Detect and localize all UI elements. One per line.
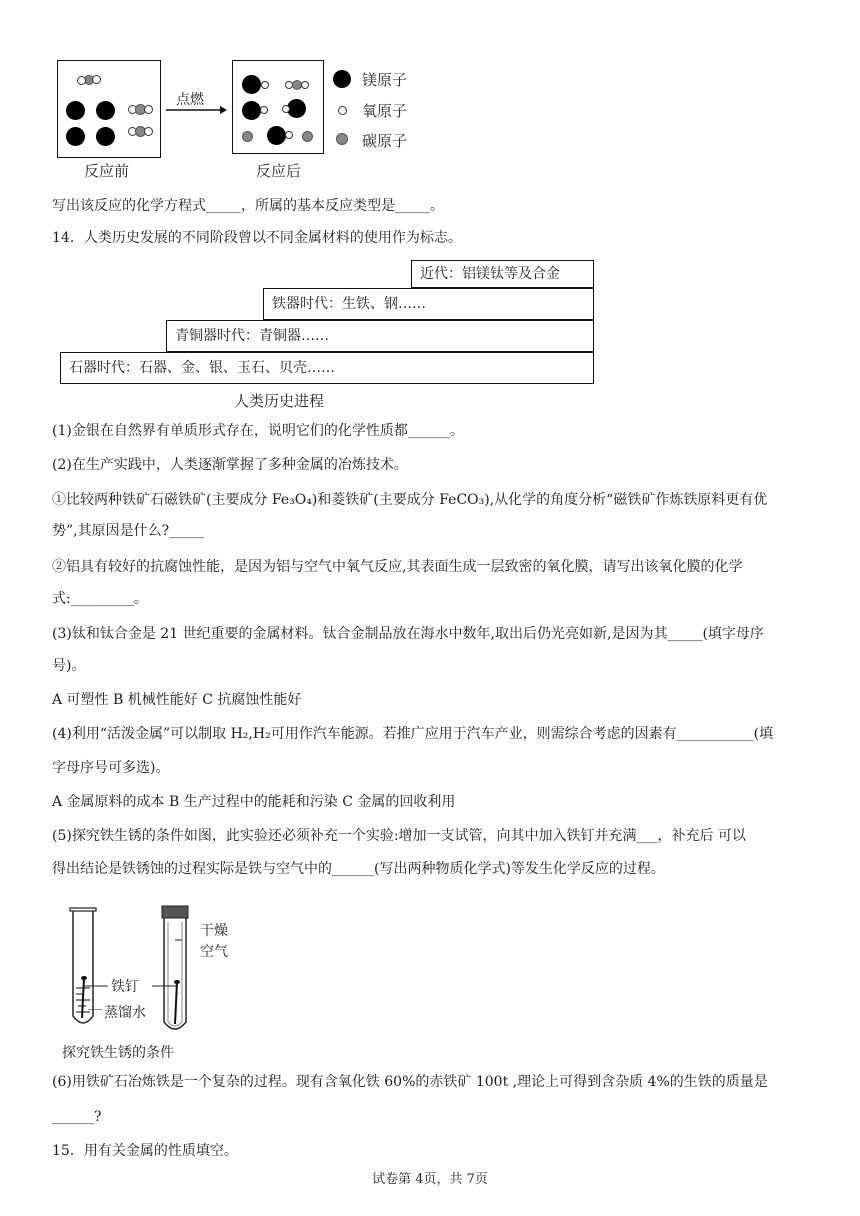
legend-oxygen-label: 氧原子 <box>362 102 408 120</box>
q13-equation-line: 写出该反应的化学方程式_____，所属的基本反应类型是_____。 <box>52 198 444 214</box>
era-bronze: 青铜器时代：青铜器…… <box>166 320 594 352</box>
air-label: 空气 <box>200 944 228 960</box>
after-label: 反应后 <box>256 162 302 180</box>
q14-part1: (1)金银在自然界有单质形式存在，说明它们的化学性质都______。 <box>52 423 464 439</box>
carbon-atom <box>302 131 313 142</box>
q14-part2-2-line1: ②铝具有较好的抗腐蚀性能，是因为铝与空气中氧气反应,其表面生成一层致密的氧化膜，请写出该氧化膜的化学 <box>52 559 743 575</box>
q14-part5-line1: (5)探究铁生锈的条件如图，此实验还必须补充一个实验:增加一支试管，向其中加入铁钉并充满___，补充后 可以 <box>52 828 746 844</box>
iron-nail-label: 铁钉 <box>111 979 139 995</box>
oxygen-atom <box>92 75 101 84</box>
dry-label: 干燥 <box>200 923 228 939</box>
q14-part2: (2)在生产实践中，人类逐渐掌握了多种金属的冶炼技术。 <box>52 457 408 473</box>
carbon-legend-icon <box>336 133 348 145</box>
q14-part2-2-line2: 式:_________。 <box>52 591 148 607</box>
magnesium-atom <box>66 127 85 146</box>
magnesium-atom <box>96 101 115 120</box>
oxygen-atom <box>77 76 86 85</box>
oxygen-atom <box>285 131 293 139</box>
before-box <box>57 60 161 158</box>
magnesium-atom <box>66 101 85 120</box>
oxygen-atom <box>260 106 268 114</box>
q14-part4-line1: (4)利用“活泼金属”可以制取 H₂,H₂可用作汽车能源。若推广应用于汽车产业，则需综合考虑的因素有___________(填 <box>52 726 774 742</box>
q14-part6-line2: ______? <box>52 1109 102 1125</box>
q15-stem: 15．用有关金属的性质填空。 <box>52 1143 238 1159</box>
legend-carbon-label: 碳原子 <box>362 132 408 150</box>
q14-part4-options: A 金属原料的成本 B 生产过程中的能耗和污染 C 金属的回收利用 <box>52 794 456 810</box>
reaction-condition-label: 点燃 <box>176 92 204 108</box>
after-box <box>232 60 324 154</box>
era-iron: 铁器时代：生铁、钢…… <box>263 288 594 320</box>
q14-part3-line2: 号)。 <box>52 658 86 674</box>
label-leader-lines <box>82 930 182 1010</box>
reaction-arrow-icon <box>164 104 228 116</box>
q14-part6-line1: (6)用铁矿石冶炼铁是一个复杂的过程。现有含氧化铁 60%的赤铁矿 100t ,理论上可得到含杂质 4%的生铁的质量是 <box>52 1074 768 1090</box>
tube-caption: 探究铁生锈的条件 <box>62 1045 174 1061</box>
oxygen-atom <box>282 105 290 113</box>
oxygen-legend-icon <box>338 106 347 115</box>
q14-stem: 14．人类历史发展的不同阶段曾以不同金属材料的使用作为标志。 <box>52 230 462 246</box>
carbon-atom <box>242 131 253 142</box>
era-stone: 石器时代：石器、金、银、玉石、贝壳…… <box>60 352 594 384</box>
distilled-water-label: 蒸馏水 <box>104 1005 146 1021</box>
q14-part5-line2: 得出结论是铁锈蚀的过程实际是铁与空气中的______(写出两种物质化学式)等发生化学反应的过程。 <box>52 861 665 877</box>
legend-magnesium-label: 镁原子 <box>362 71 408 89</box>
q14-part3-options: A 可塑性 B 机械性能好 C 抗腐蚀性能好 <box>52 692 302 708</box>
q14-part3-line1: (3)钛和钛合金是 21 世纪重要的金属材料。钛合金制品放在海水中数年,取出后仍光亮如新,是因为其_____(填字母序 <box>52 626 764 642</box>
oxygen-atom <box>144 127 153 136</box>
oxygen-atom <box>144 105 153 114</box>
magnesium-legend-icon <box>333 70 351 88</box>
page-footer: 试卷第 4页，共 7页 <box>372 1172 488 1187</box>
before-label: 反应前 <box>84 162 130 180</box>
oxygen-atom <box>261 81 269 89</box>
era-modern: 近代：铝镁钛等及合金 <box>411 260 594 288</box>
magnesium-atom <box>96 127 115 146</box>
magnesium-atom <box>267 126 286 145</box>
q14-part2-1-line1: ①比较两种铁矿石磁铁矿(主要成分 Fe₃O₄)和菱铁矿(主要成分 FeCO₃),从化学的角度分析“磁铁矿作炼铁原料更有优 <box>52 492 768 508</box>
oxygen-atom <box>301 81 309 89</box>
magnesium-atom <box>242 75 261 94</box>
history-caption: 人类历史进程 <box>234 392 325 410</box>
magnesium-atom <box>242 101 261 120</box>
q14-part4-line2: 字母序号可多选)。 <box>52 760 170 776</box>
q14-part2-1-line2: 势”,其原因是什么?_____ <box>52 523 205 539</box>
